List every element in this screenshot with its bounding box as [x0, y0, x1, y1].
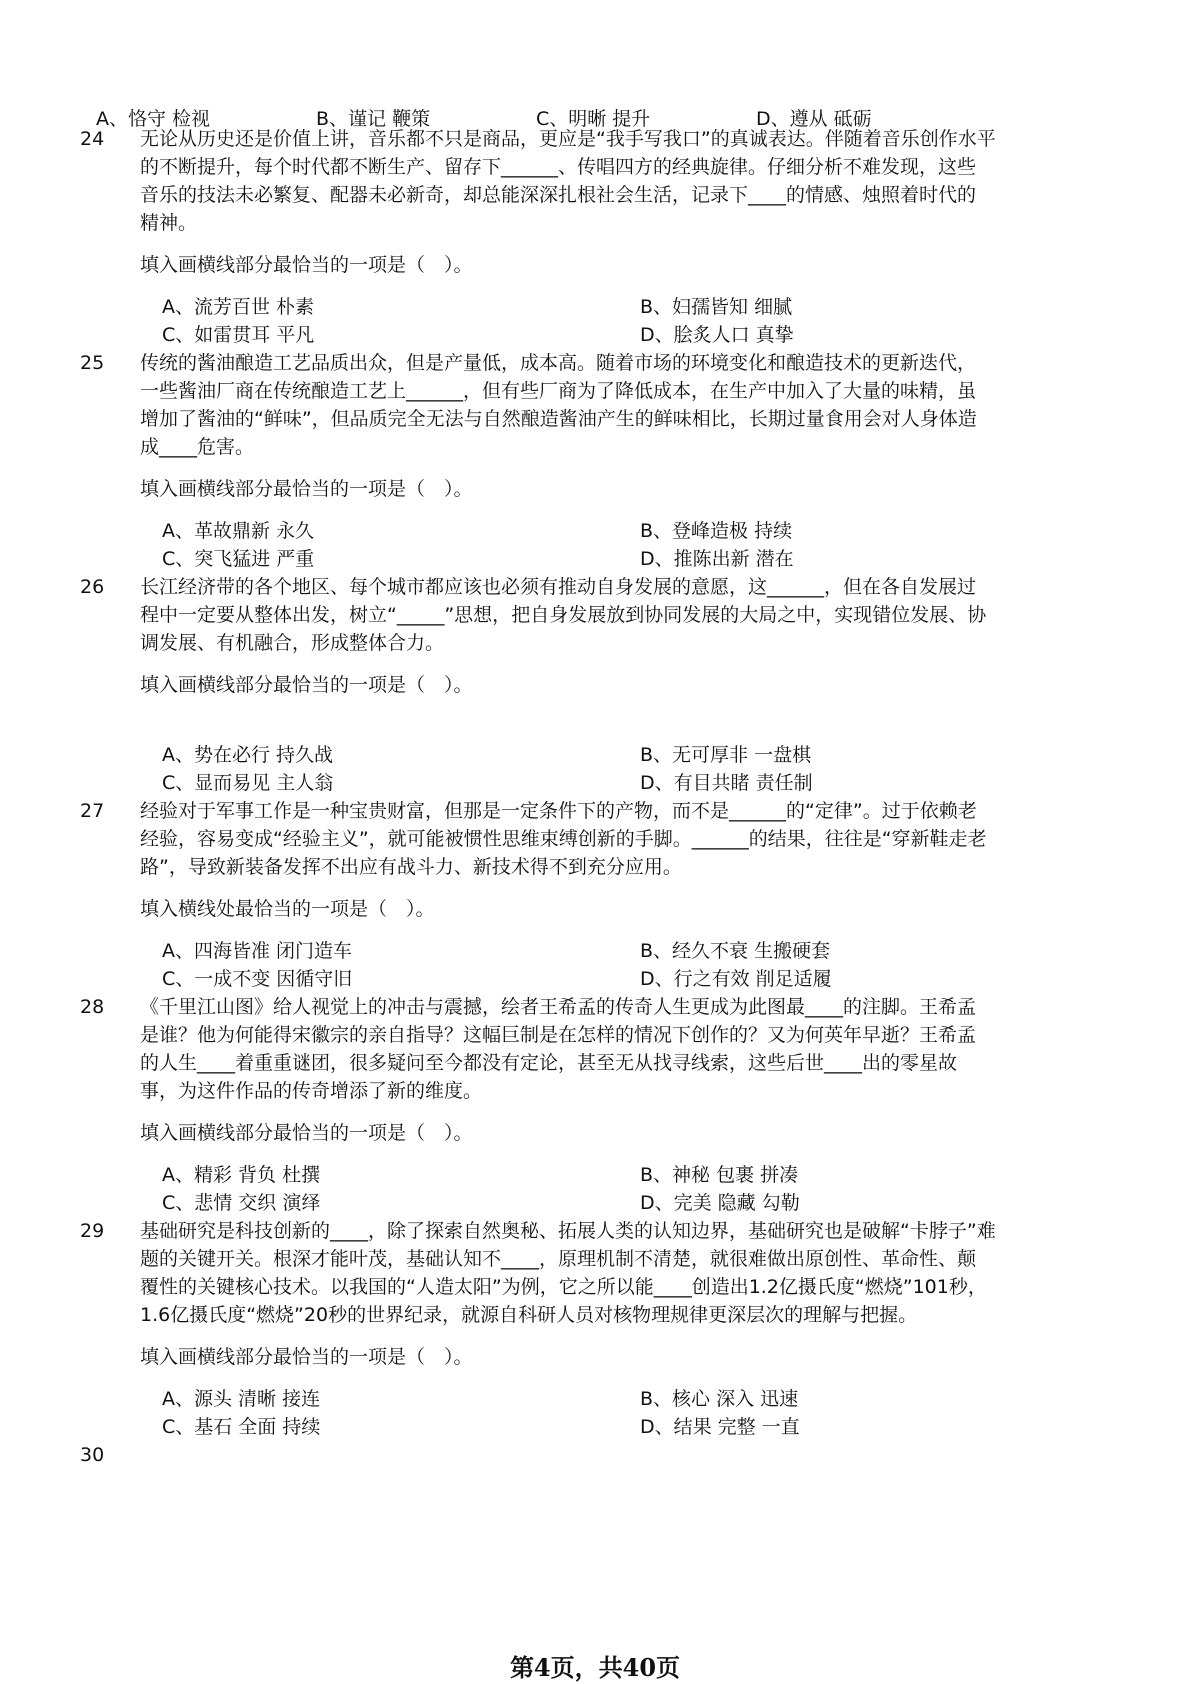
question-text-line: 增加了酱油的“鲜味”，但品质完全无法与自然酿造酱油产生的鲜味相比，长期过量食用会对人身体造: [140, 408, 977, 430]
option-b: B、经久不衰 生搬硬套: [640, 940, 831, 962]
option-a: A、四海皆准 闭门造车: [162, 940, 353, 962]
option-a: A、精彩 背负 杜撰: [162, 1164, 321, 1186]
option-c: C、显而易见 主人翁: [162, 772, 334, 794]
question-text-line: 是谁？他为何能得宋徽宗的亲自指导？这幅巨制是在怎样的情况下创作的？又为何英年早逝？王希孟: [140, 1024, 977, 1046]
option-a: A、源头 清晰 接连: [162, 1388, 321, 1410]
question-text-line: 题的关键开关。根深才能叶茂，基础认知不____，原理机制不清楚，就很难做出原创性、革命性、颠: [140, 1248, 977, 1270]
question-text-line: 覆性的关键核心技术。以我国的“人造太阳”为例，它之所以能____创造出1.2亿摄氏度“燃烧”101秒，: [140, 1276, 987, 1298]
option-d: D、完美 隐藏 勾勒: [640, 1192, 800, 1214]
question-number: 29: [80, 1220, 105, 1242]
question-text-line: 基础研究是科技创新的____，除了探索自然奥秘、拓展人类的认知边界，基础研究也是破解“卡脖子”难: [140, 1220, 996, 1242]
question-text-line: 长江经济带的各个地区、每个城市都应该也必须有推动自身发展的意愿，这______，但在各自发展过: [140, 576, 977, 598]
question-prompt: 填入横线处最恰当的一项是（ ）。: [140, 898, 435, 920]
prev-option-c: C、明晰 提升: [536, 108, 651, 130]
option-a: A、势在必行 持久战: [162, 744, 334, 766]
question-30-number: 30: [80, 1444, 105, 1466]
question-text-line: 事，为这件作品的传奇增添了新的维度。: [140, 1080, 483, 1102]
option-b: B、登峰造极 持续: [640, 520, 793, 542]
option-d: D、脍炙人口 真挚: [640, 324, 794, 346]
question-text-line: 路”，导致新装备发挥不出应有战斗力、新技术得不到充分应用。: [140, 856, 682, 878]
question-text-line: 《千里江山图》给人视觉上的冲击与震撼，绘者王希孟的传奇人生更成为此图最____的注脚。王希孟: [140, 996, 977, 1018]
question-text-line: 成____危害。: [140, 436, 255, 458]
option-c: C、悲情 交织 演绎: [162, 1192, 321, 1214]
question-text-line: 的人生____着重重谜团，很多疑问至今都没有定论，甚至无从找寻线索，这些后世____出的零星故: [140, 1052, 958, 1074]
question-text-line: 无论从历史还是价值上讲，音乐都不只是商品，更应是“我手写我口”的真诚表达。伴随着音乐创作水平: [140, 128, 996, 150]
question-number: 26: [80, 576, 105, 598]
option-c: C、如雷贯耳 平凡: [162, 324, 315, 346]
option-b: B、妇孺皆知 细腻: [640, 296, 793, 318]
question-number: 24: [80, 128, 105, 150]
question-number: 28: [80, 996, 105, 1018]
option-a: A、流芳百世 朴素: [162, 296, 315, 318]
prev-option-d: D、遵从 砥砺: [756, 108, 872, 130]
option-b: B、无可厚非 一盘棋: [640, 744, 812, 766]
option-d: D、行之有效 削足适履: [640, 968, 832, 990]
question-text-line: 程中一定要从整体出发，树立“_____”思想，把自身发展放到协同发展的大局之中，实现错位发展、协: [140, 604, 987, 626]
question-text-line: 调发展、有机融合，形成整体合力。: [140, 632, 445, 654]
question-text-line: 的不断提升，每个时代都不断生产、留存下______、传唱四方的经典旋律。仔细分析不难发现，这些: [140, 156, 977, 178]
question-number: 27: [80, 800, 105, 822]
prev-option-b: B、谨记 鞭策: [316, 108, 431, 130]
option-d: D、有目共睹 责任制: [640, 772, 813, 794]
question-text-line: 精神。: [140, 212, 198, 234]
question-text-line: 传统的酱油酿造工艺品质出众，但是产量低，成本高。随着市场的环境变化和酿造技术的更新迭代，: [140, 352, 977, 374]
question-text-line: 一些酱油厂商在传统酿造工艺上______，但有些厂商为了降低成本，在生产中加入了大量的味精，虽: [140, 380, 977, 402]
question-prompt: 填入画横线部分最恰当的一项是（ ）。: [140, 1346, 473, 1368]
option-a: A、革故鼎新 永久: [162, 520, 315, 542]
question-text-line: 经验对于军事工作是一种宝贵财富，但那是一定条件下的产物，而不是______的“定律”。过于依赖老: [140, 800, 977, 822]
option-d: D、结果 完整 一直: [640, 1416, 800, 1438]
option-c: C、基石 全面 持续: [162, 1416, 321, 1438]
question-text-line: 1.6亿摄氏度“燃烧”20秒的世界纪录，就源自科研人员对核物理规律更深层次的理解与把握。: [140, 1304, 918, 1326]
question-prompt: 填入画横线部分最恰当的一项是（ ）。: [140, 674, 473, 696]
prev-option-a: A、恪守 检视: [96, 108, 211, 130]
option-b: B、核心 深入 迅速: [640, 1388, 799, 1410]
option-c: C、一成不变 因循守旧: [162, 968, 353, 990]
option-d: D、推陈出新 潜在: [640, 548, 794, 570]
option-b: B、神秘 包裹 拼凑: [640, 1164, 799, 1186]
question-prompt: 填入画横线部分最恰当的一项是（ ）。: [140, 478, 473, 500]
page-footer: 第4页，共40页: [509, 1653, 681, 1682]
question-prompt: 填入画横线部分最恰当的一项是（ ）。: [140, 254, 473, 276]
question-text-line: 音乐的技法未必繁复、配器未必新奇，却总能深深扎根社会生活，记录下____的情感、烛照着时代的: [140, 184, 977, 206]
question-prompt: 填入画横线部分最恰当的一项是（ ）。: [140, 1122, 473, 1144]
question-text-line: 经验，容易变成“经验主义”，就可能被惯性思维束缚创新的手脚。______的结果，往往是“穿新鞋走老: [140, 828, 987, 850]
option-c: C、突飞猛进 严重: [162, 548, 315, 570]
question-number: 25: [80, 352, 105, 374]
